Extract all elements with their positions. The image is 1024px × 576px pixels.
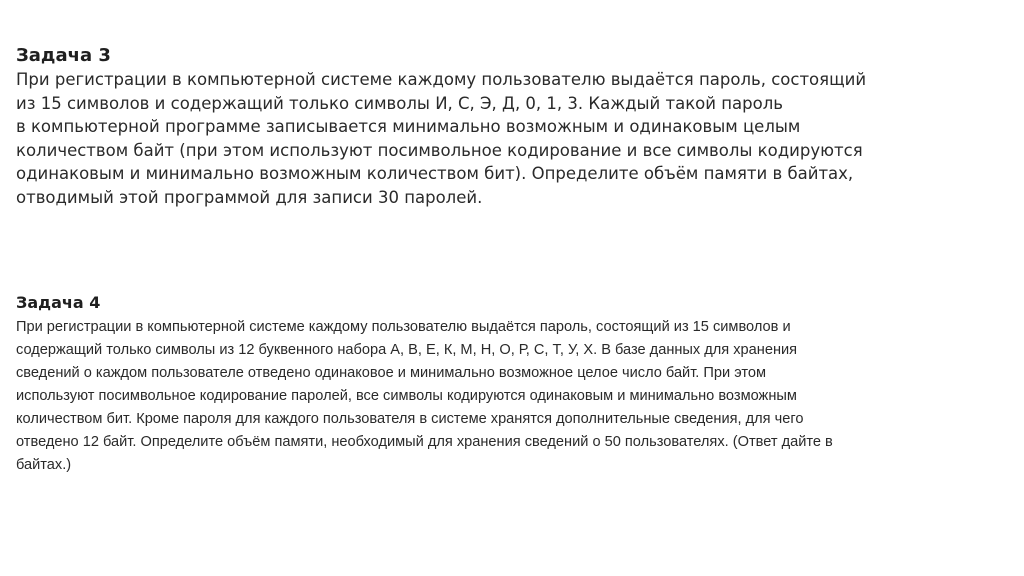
task-3-line: в компьютерной программе записывается минимально возможным и одинаковым целым (16, 117, 801, 136)
task-4-title: Задача 4 (16, 293, 101, 312)
task-4-line: байтах.) (16, 457, 72, 473)
task-3-block (16, 44, 1006, 209)
task-4-line: количеством бит. Кроме пароля для каждого пользователя в системе хранятся дополнительные сведения, для чего (16, 411, 804, 427)
task-3-line: одинаковым и минимально возможным количеством бит). Определите объём памяти в байтах, (16, 164, 854, 183)
task-4-line: отведено 12 байт. Определите объём памяти, необходимый для хранения сведений о 50 пользователях. (Ответ дайте в (16, 434, 833, 450)
task-3-title: Задача 3 (16, 45, 111, 66)
task-4-line: содержащий только символы из 12 буквенного набора А, В, Е, К, М, Н, О, Р, С, Т, У, Х. В базе данных для хранения (16, 342, 798, 358)
task-4-line: сведений о каждом пользователе отведено одинаковое и минимально возможное целое число байт. При этом (16, 365, 766, 381)
task-3-line: При регистрации в компьютерной системе каждому пользователю выдаётся пароль, состоящий (16, 70, 867, 89)
task-4-line: используют посимвольное кодирование паролей, все символы кодируются одинаковым и минимально возможным (16, 388, 797, 404)
task-3-line: отводимый этой программой для записи 30 паролей. (16, 187, 483, 207)
task-3-line: из 15 символов и содержащий только символы И, С, Э, Д, 0, 1, 3. Каждый такой пароль (16, 93, 783, 113)
task-4-block (16, 292, 976, 477)
task-4-line: При регистрации в компьютерной системе каждому пользователю выдаётся пароль, состоящий из 15 символов и (16, 319, 791, 335)
task-3-text (16, 68, 1006, 209)
task-3-line: количеством байт (при этом используют посимвольное кодирование и все символы кодируются (16, 140, 863, 160)
task-4-text (16, 316, 976, 477)
